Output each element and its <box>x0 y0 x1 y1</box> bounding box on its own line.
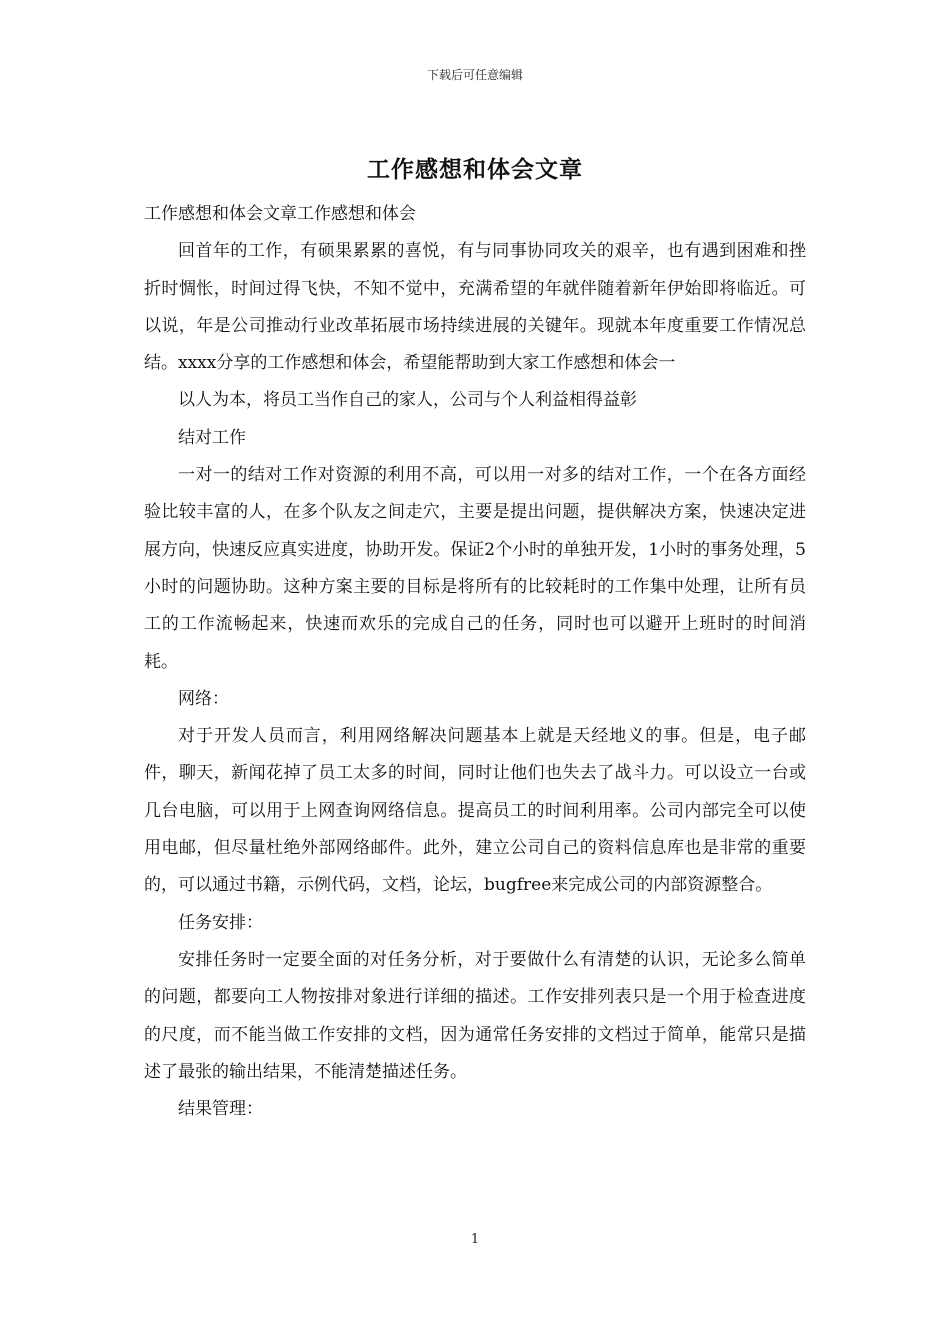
paragraph-task-arrangement: 安排任务时一定要全面的对任务分析，对于要做什么有清楚的认识，无论多么简单的问题，都要向工人物按排对象进行详细的描述。工作安排列表只是一个用于检查进度的尺度，而不能当做工作安排的文档，因为通常任务安排的文档过于简单，能常只是描述了最张的输出结果，不能清楚描述任务。 <box>144 949 806 1082</box>
paragraph-people-oriented: 以人为本，将员工当作自己的家人，公司与个人利益相得益彰 <box>178 390 637 411</box>
paragraph-network: 对于开发人员而言，利用网络解决问题基本上就是天经地义的事。但是，电子邮件，聊天，新闻花掉了员工太多的时间，同时让他们也失去了战斗力。可以设立一台或几台电脑，可以用于上网查询网络信息。提高员工的时间利用率。公司内部完全可以使用电邮，但尽量杜绝外部网络邮件。此外，建立公司自己的资料信息库也是非常的重要的，可以通过书籍，示例代码，文档，论坛，bugfree来完成公司的内部资源整合。 <box>144 726 806 896</box>
paragraph-pair-work: 一对一的结对工作对资源的利用不高，可以用一对多的结对工作，一个在各方面经验比较丰富的人，在多个队友之间走穴，主要是提出问题，提供解决方案，快速决定进展方向，快速反应真实进度，协助开发。保证2个小时的单独开发，1小时的事务处理，5小时的问题协助。这种方案主要的目标是将所有的比较耗时的工作集中处理，让所有员工的工作流畅起来，快速而欢乐的完成自己的任务，同时也可以避开上班时的时间消耗。 <box>144 465 806 672</box>
section-heading-result-management: 结果管理： <box>178 1099 263 1120</box>
header-note: 下载后可任意编辑 <box>426 68 523 82</box>
paragraph-review: 回首年的工作，有硕果累累的喜悦，有与同事协同攻关的艰辛，也有遇到困难和挫折时惆怅，时间过得飞快，不知不觉中，充满希望的年就伴随着新年伊始即将临近。可以说，年是公司推动行业改革拓展市场持续进展的关键年。现就本年度重要工作情况总结。xxxx分享的工作感想和体会，希望能帮助到大家工作感想和体会一 <box>144 241 806 374</box>
document-title: 工作感想和体会文章 <box>367 156 583 183</box>
section-heading-task-arrangement: 任务安排： <box>178 912 263 933</box>
intro-heading-paragraph: 工作感想和体会文章工作感想和体会 <box>144 204 416 224</box>
section-heading-pair-work: 结对工作 <box>178 427 246 448</box>
document-body <box>144 196 806 1128</box>
section-heading-network: 网络： <box>178 688 229 709</box>
page-number: 1 <box>470 1232 480 1247</box>
